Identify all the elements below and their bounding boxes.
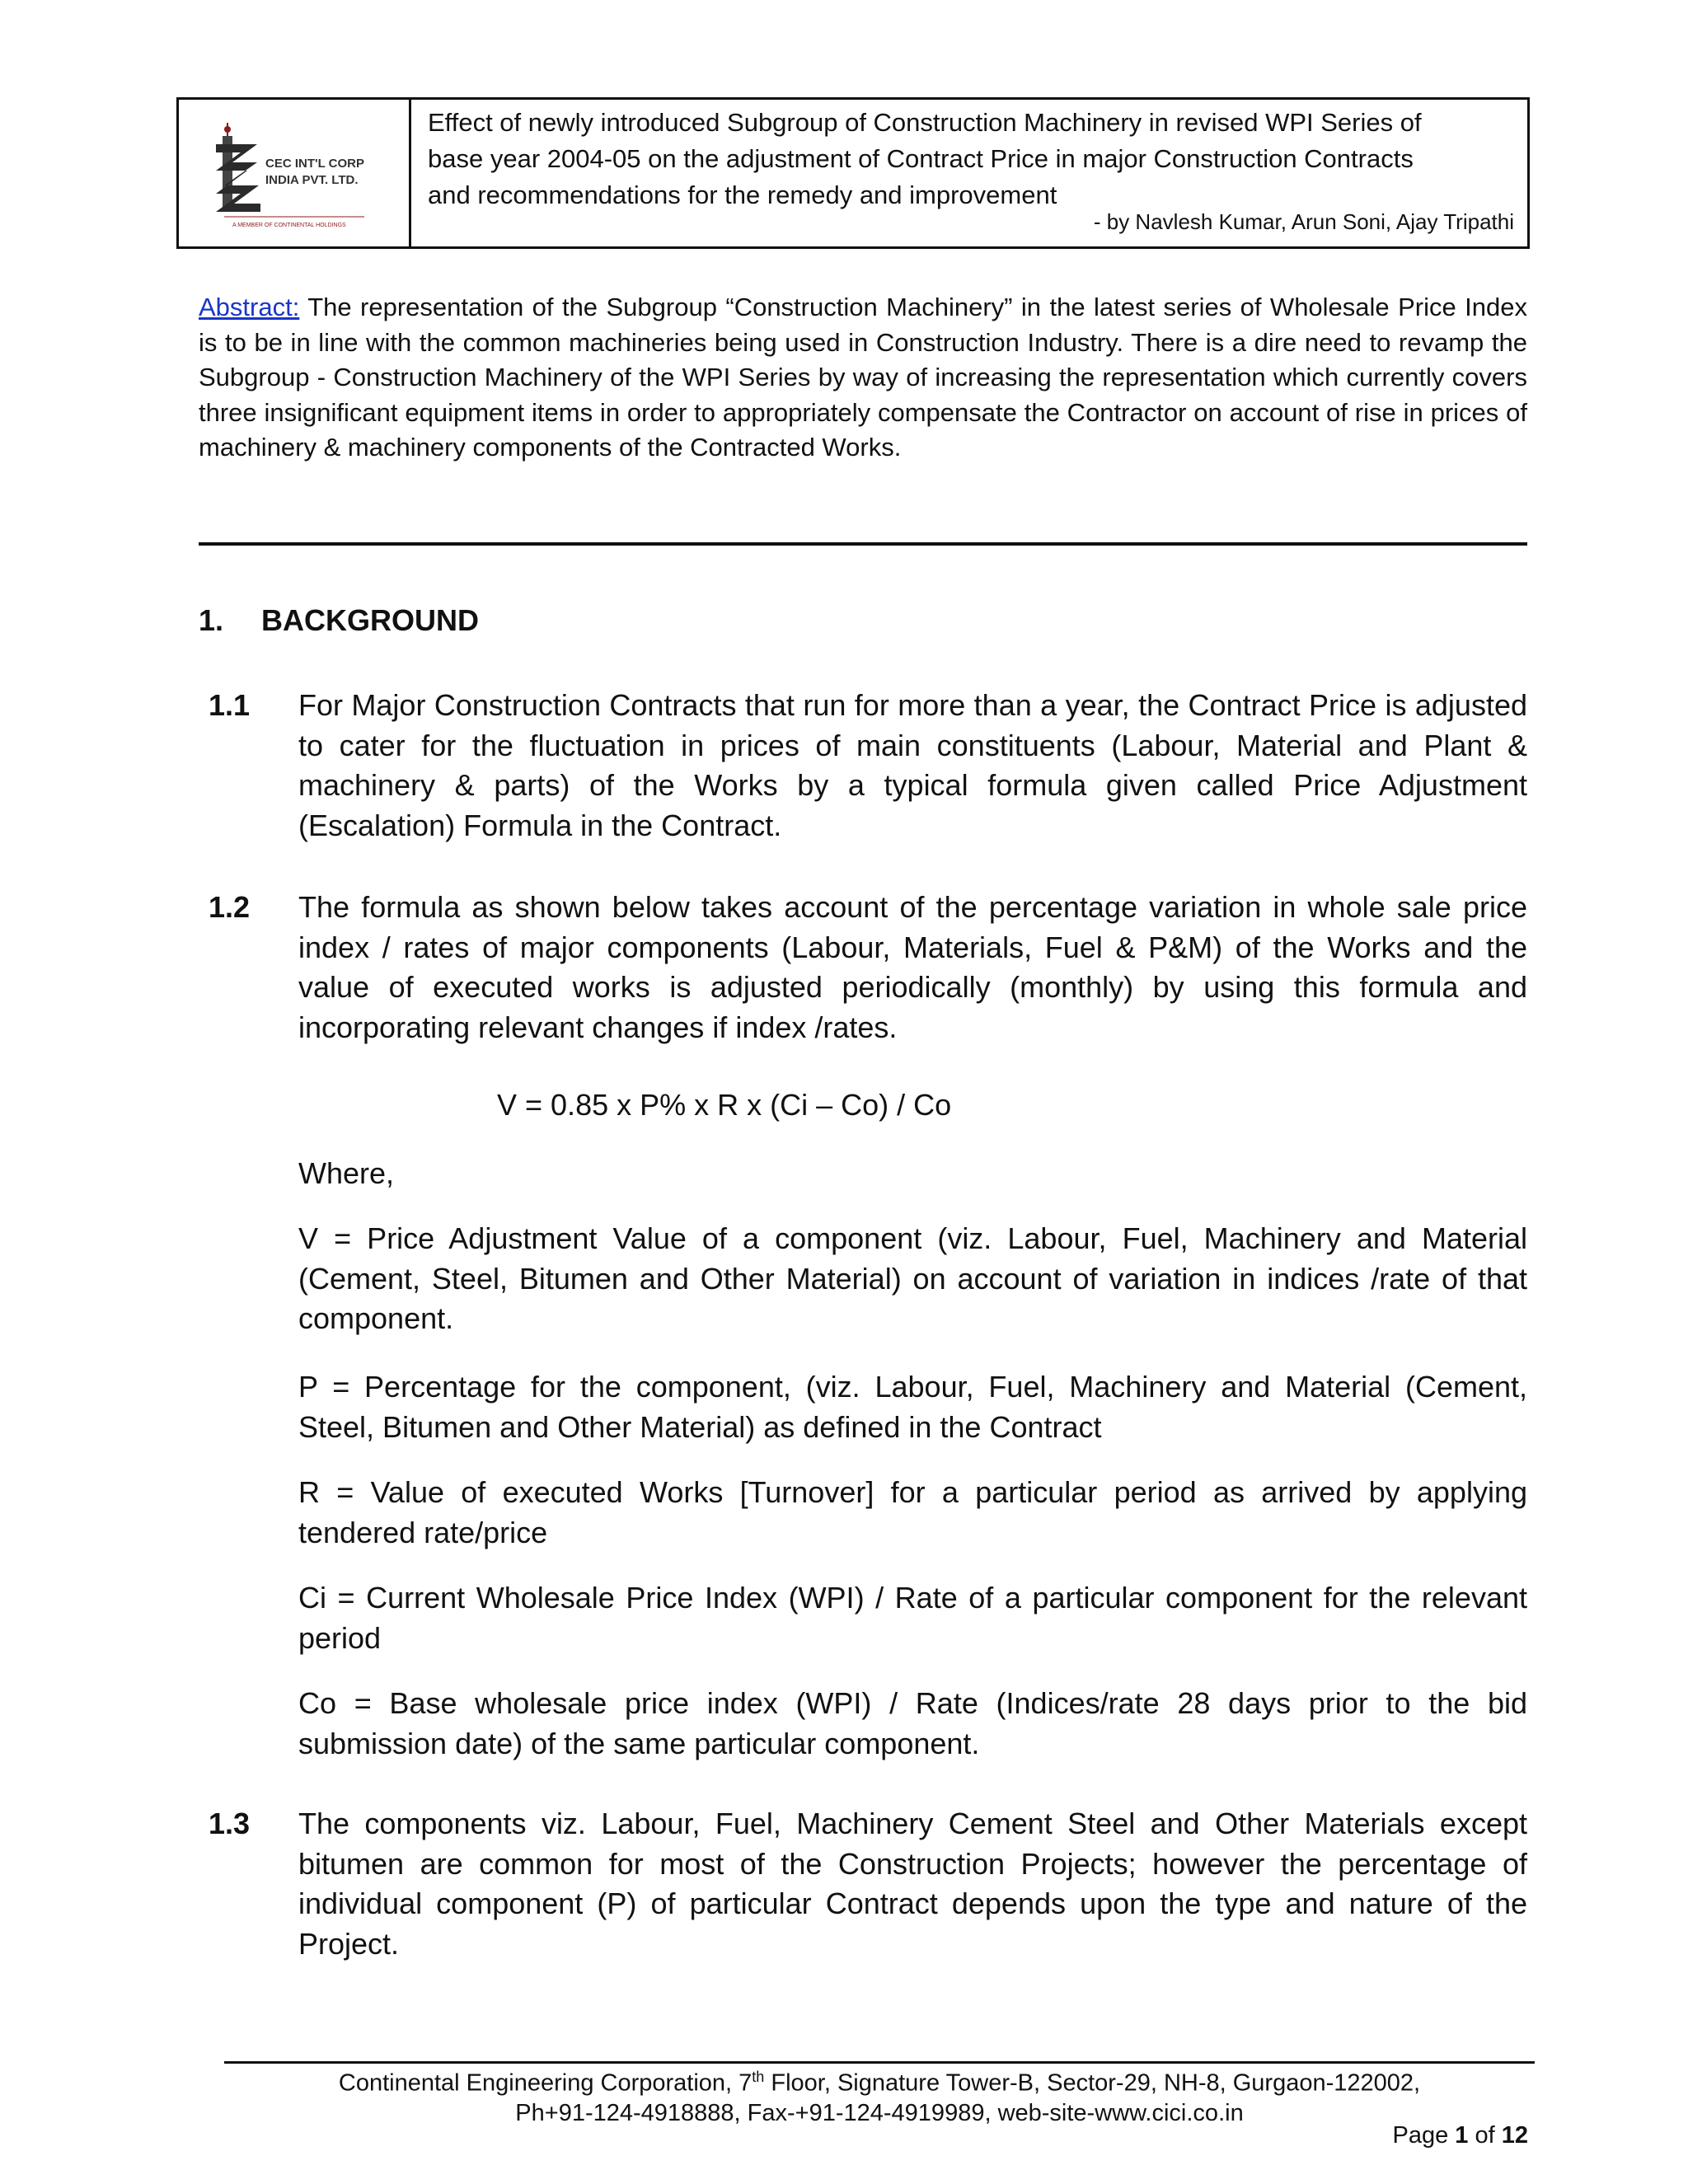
paragraph-text: For Major Construction Contracts that run for more than a year, the Contract Price is adjusted to cater for the fluctuation in prices of main constituents (Labour, Material and Plant & machinery & parts) of the Works by a typical formula given called Price Adjustment (Escalation) Formula in the Contract. [298, 688, 1527, 842]
paragraph-text: The formula as shown below takes account of the percentage variation in whole sale price index / rates of major components (Labour, Materials, Fuel & P&M) of the Works and the value of executed works is adjusted periodically (monthly) by using this formula and incorporating relevant changes if index /rates. [298, 890, 1527, 1044]
section-title: BACKGROUND [261, 603, 479, 637]
paragraph-1-3 [199, 1804, 1527, 1964]
divider [199, 542, 1527, 546]
paragraph-1-2 [199, 888, 1527, 1047]
logo-line2: INDIA PVT. LTD. [265, 173, 358, 187]
paragraph-1-1 [199, 686, 1527, 846]
page-total: 12 [1501, 2122, 1528, 2149]
page-current: 1 [1455, 2122, 1469, 2149]
title-line: base year 2004-05 on the adjustment of Contract Price in major Construction Contracts [428, 144, 1414, 173]
footer-superscript: th [752, 2069, 765, 2085]
page-footer [224, 2062, 1535, 2128]
authors-line: - by Navlesh Kumar, Arun Soni, Ajay Tripathi [1093, 209, 1514, 234]
abstract-text: The representation of the Subgroup “Construction Machinery” in the latest series of Wholesale Price Index is to be in line with the common machineries being used in Construction Industry. There is a dire need to revamp the Subgroup - Construction Machinery of the WPI Series by way of increasing the representation which currently covers three insignificant equipment items in order to appropriately compensate the Contractor on account of rise in prices of machinery & machinery components of the Contracted Works. [199, 293, 1527, 462]
where-label: Where, [298, 1156, 395, 1190]
page-of: of [1475, 2122, 1495, 2149]
definition-ci: Ci = Current Wholesale Price Index (WPI) / Rate of a particular component for the relevant period [298, 1581, 1527, 1655]
definition-co: Co = Base wholesale price index (WPI) / Rate (Indices/rate 28 days prior to the bid submission date) of the same particular component. [298, 1686, 1527, 1760]
logo-tagline: A MEMBER OF CONTINENTAL HOLDINGS [232, 223, 346, 228]
abstract-link[interactable]: Abstract: [199, 293, 300, 321]
section-heading [199, 603, 479, 638]
company-logo [179, 100, 411, 246]
footer-contact: Ph+91-124-4918888, Fax-+91-124-4919989, web-site-www.cici.co.in [515, 2099, 1244, 2126]
paragraph-number: 1.2 [209, 890, 251, 924]
title-line: Effect of newly introduced Subgroup of Construction Machinery in revised WPI Series of [428, 108, 1422, 137]
page-number [1392, 2122, 1528, 2149]
title-line: and recommendations for the remedy and improvement [428, 180, 1057, 209]
section-number: 1. [199, 603, 224, 637]
paragraph-number: 1.3 [209, 1807, 251, 1840]
abstract [199, 290, 1527, 466]
footer-address [224, 2062, 1535, 2098]
paragraph-text: The components viz. Labour, Fuel, Machinery Cement Steel and Other Materials except bitumen are common for most of the Construction Projects; however the percentage of individual component (P) of particular Contract depends upon the type and nature of the Project. [298, 1807, 1527, 1961]
page-label: Page [1392, 2122, 1449, 2149]
logo-line1: CEC INT'L CORP [265, 157, 364, 171]
definition-r: R = Value of executed Works [Turnover] for a particular period as arrived by applying tendered rate/price [298, 1475, 1527, 1549]
definition-p: P = Percentage for the component, (viz. Labour, Fuel, Machinery and Material (Cement, Steel, Bitumen and Other Material) as defined in the Contract [298, 1370, 1527, 1444]
definition-v: V = Price Adjustment Value of a component (viz. Labour, Fuel, Machinery and Material (Cement, Steel, Bitumen and Other Material) on account of variation in indices /rate of that component. [298, 1221, 1527, 1335]
footer-address-part: Continental Engineering Corporation, 7 [338, 2069, 753, 2097]
paragraph-number: 1.1 [209, 688, 251, 722]
document-header [176, 97, 1530, 249]
cec-logo-icon [199, 111, 389, 235]
document-title [411, 100, 1527, 246]
price-adjustment-formula: V = 0.85 x P% x R x (Ci – Co) / Co [497, 1088, 952, 1122]
footer-address-part: Floor, Signature Tower-B, Sector-29, NH-8, Gurgaon-122002, [764, 2069, 1421, 2097]
